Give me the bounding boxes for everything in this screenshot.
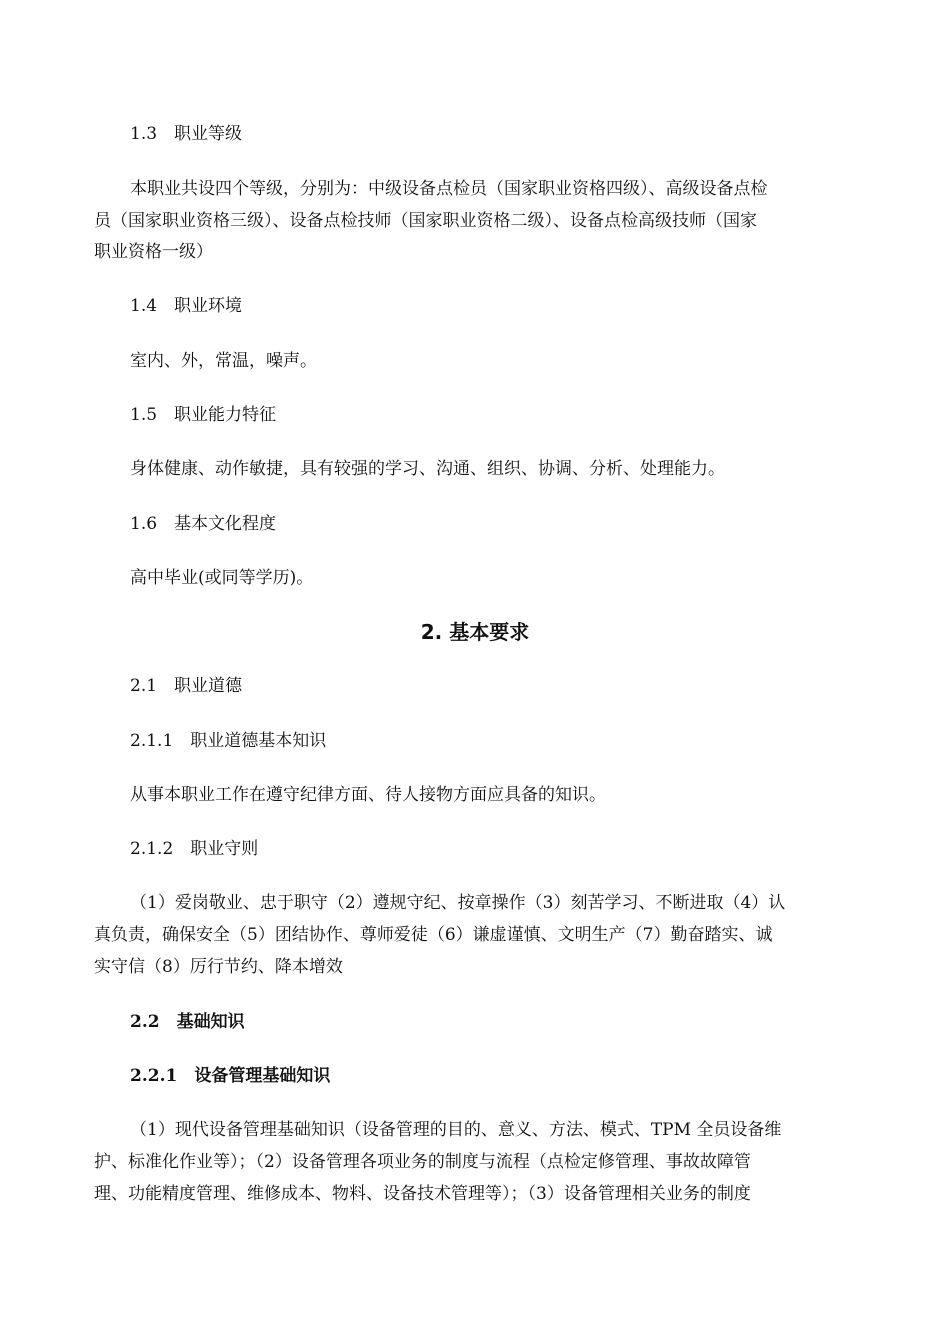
paragraph-2-1-2-line-1: （1）爱岗敬业、忠于职守（2）遵规守纪、按章操作（3）刻苦学习、不断进取（4）认 [130,893,786,913]
heading-1-4: 1.4 职业环境 [130,296,243,316]
paragraph-2-2-1-line-3: 理、功能精度管理、维修成本、物料、设备技术管理等）；（3）设备管理相关业务的制度 [94,1184,751,1204]
paragraph-2-1-2-line-3: 实守信（8）厉行节约、降本增效 [94,957,343,977]
heading-2-1-2: 2.1.2 职业守则 [130,839,259,859]
paragraph-1-3-line-1: 本职业共设四个等级，分别为：中级设备点检员（国家职业资格四级）、高级设备点检 [130,179,768,199]
paragraph-1-4: 室内、外，常温，噪声。 [130,351,317,371]
paragraph-1-6: 高中毕业(或同等学历)。 [130,568,314,588]
heading-2-2-1: 2.2.1 设备管理基础知识 [130,1066,331,1086]
heading-1-3: 1.3 职业等级 [130,124,243,144]
paragraph-2-2-1-line-1: （1）现代设备管理基础知识（设备管理的目的、意义、方法、模式、TPM 全员设备维 [130,1120,782,1140]
paragraph-1-5: 身体健康、动作敏捷，具有较强的学习、沟通、组织、协调、分析、处理能力。 [130,459,725,479]
chapter-2-title: 2. 基本要求 [420,620,530,644]
heading-2-1-1: 2.1.1 职业道德基本知识 [130,731,327,751]
heading-2-1: 2.1 职业道德 [130,676,243,696]
paragraph-2-2-1-line-2: 护、标准化作业等）；（2）设备管理各项业务的制度与流程（点检定修管理、事故故障管 [94,1152,751,1172]
heading-1-5: 1.5 职业能力特征 [130,405,277,425]
paragraph-1-3-line-3: 职业资格一级） [94,242,213,262]
heading-1-6: 1.6 基本文化程度 [130,514,277,534]
paragraph-2-1-2-line-2: 真负责，确保安全（5）团结协作、尊师爱徒（6）谦虚谨慎、文明生产（7）勤奋踏实、诚 [94,925,773,945]
paragraph-2-1-1: 从事本职业工作在遵守纪律方面、待人接物方面应具备的知识。 [130,785,606,805]
heading-2-2: 2.2 基础知识 [130,1012,245,1032]
paragraph-1-3-line-2: 员（国家职业资格三级）、设备点检技师（国家职业资格二级）、设备点检高级技师（国家 [94,211,757,231]
